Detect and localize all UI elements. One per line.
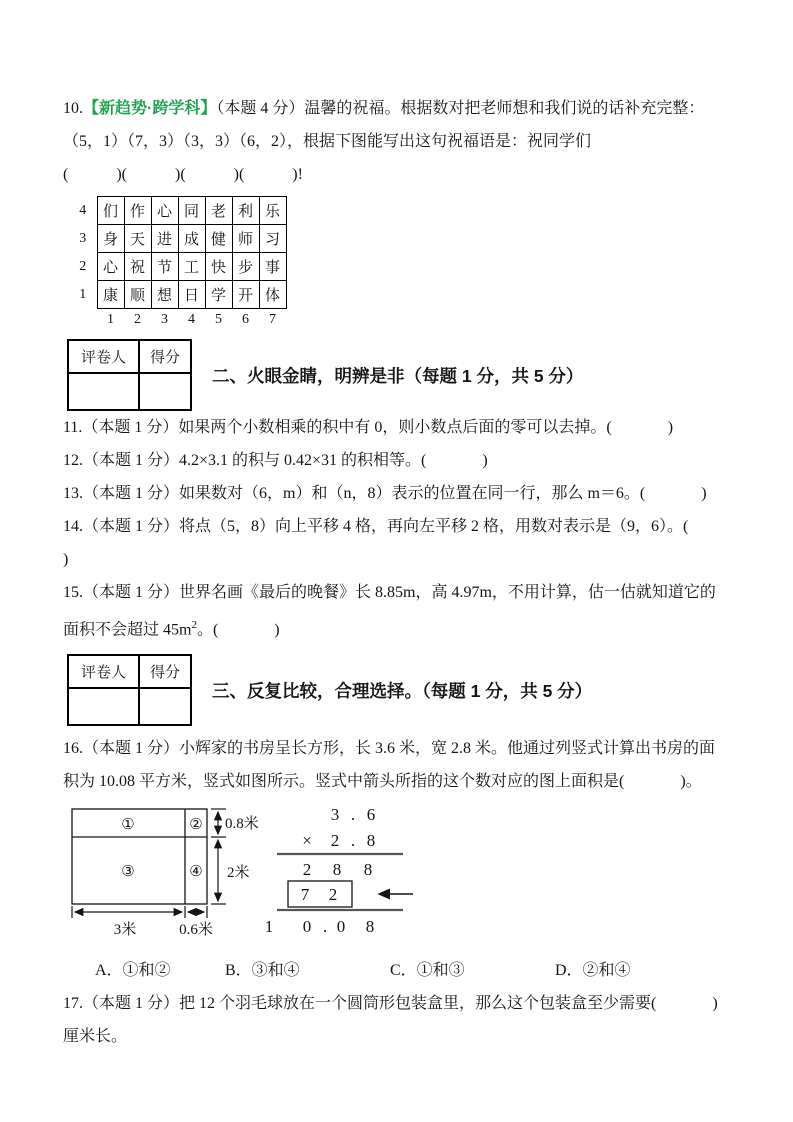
grid-cell: 利 bbox=[232, 197, 259, 225]
q16-figure bbox=[63, 800, 738, 952]
score-box-reviewer-cell bbox=[68, 373, 139, 410]
question-15-line2 bbox=[63, 609, 738, 646]
option-a: A．①和② bbox=[95, 962, 171, 980]
q15-answer-blank: 。( ) bbox=[196, 621, 280, 639]
score-box-score-cell bbox=[139, 688, 191, 725]
grid-cell: 天 bbox=[124, 225, 151, 253]
question-13: 13.（本题 1 分）如果数对（6，m）和（n，8）表示的位置在同一行，那么 m＝6。( ) bbox=[63, 485, 707, 502]
grid-cell: 康 bbox=[97, 281, 124, 309]
question-14: 14.（本题 1 分）将点（5，8）向上平移 4 格，再向左平移 2 格，用数对表示是（9，6）。( ) bbox=[63, 518, 745, 568]
question-11: 11.（本题 1 分）如果两个小数相乘的积中有 0，则小数点后面的零可以去掉。( ) bbox=[63, 419, 674, 436]
grid-cell: 心 bbox=[97, 253, 124, 281]
grid-cell: 乐 bbox=[259, 197, 286, 225]
q10-coordinate-grid bbox=[71, 196, 287, 331]
grid-col-label: 3 bbox=[161, 312, 168, 327]
dim-label-top-right: 0.8米 bbox=[225, 816, 259, 833]
grid-col-labels bbox=[71, 309, 286, 332]
grid-cell: 身 bbox=[97, 225, 124, 253]
room-outline bbox=[72, 809, 207, 904]
score-box-score-cell bbox=[139, 373, 191, 410]
region-label-2: ② bbox=[189, 817, 203, 834]
vf-product-digit: 8 bbox=[365, 917, 375, 937]
grid-cell: 学 bbox=[205, 281, 232, 309]
q16-figure-svg bbox=[63, 800, 735, 952]
vf-multiplier-digit: 8 bbox=[366, 831, 376, 851]
score-box-section3 bbox=[67, 654, 192, 726]
vf-multiplicand-digit: 3 bbox=[330, 805, 340, 825]
q10-line2: （5，1）（7，3）（3，3）（6，2），根据下图能写出这句祝福语是：祝同学们 bbox=[63, 133, 592, 150]
vf-multiply-sign: × bbox=[302, 831, 312, 851]
grid-cell: 工 bbox=[178, 253, 205, 281]
grid-col-label: 1 bbox=[107, 312, 114, 327]
grid-cell: 同 bbox=[178, 197, 205, 225]
dim-label-bottom-left: 3米 bbox=[113, 922, 137, 939]
grid-col-label: 2 bbox=[134, 312, 141, 327]
q10-trend-tag: 【新趋势·跨学科】 bbox=[83, 100, 217, 117]
question-17-line2: 厘米长。 bbox=[63, 1028, 128, 1046]
grid-cell: 作 bbox=[124, 197, 151, 225]
grid-col-label: 5 bbox=[215, 312, 222, 327]
grid-row-label: 1 bbox=[79, 286, 87, 302]
question-16-line2: 积为 10.08 平方米，竖式如图所示。竖式中箭头所指的这个数对应的图上面积是( )。 bbox=[63, 773, 702, 791]
grid-cell: 事 bbox=[259, 253, 286, 281]
option-c: C．①和③ bbox=[390, 962, 465, 980]
grid-col-label: 7 bbox=[269, 312, 276, 327]
vf-highlight-box bbox=[288, 881, 352, 907]
section-2-header bbox=[63, 339, 738, 411]
vf-partial2-digit: 2 bbox=[328, 885, 338, 905]
grid-row-1 bbox=[71, 281, 286, 309]
grid-row-2 bbox=[71, 253, 286, 281]
grid-cell: 健 bbox=[205, 225, 232, 253]
question-12: 12.（本题 1 分）4.2×3.1 的积与 0.42×31 的积相等。( ) bbox=[63, 452, 488, 469]
grid-row-label: 2 bbox=[79, 258, 87, 274]
grid-col-label: 6 bbox=[242, 312, 249, 327]
grid-cell: 师 bbox=[232, 225, 259, 253]
grid-cell: 进 bbox=[151, 225, 178, 253]
question-10 bbox=[63, 92, 738, 331]
grid-row-label: 3 bbox=[79, 230, 87, 246]
grid-row-4 bbox=[71, 197, 286, 225]
vf-partial2-digit: 7 bbox=[300, 885, 310, 905]
region-label-4: ④ bbox=[189, 864, 203, 881]
option-d: D．②和④ bbox=[555, 962, 631, 980]
region-label-1: ① bbox=[121, 817, 135, 834]
grid-row-3 bbox=[71, 225, 286, 253]
q10-line1 bbox=[63, 92, 738, 125]
dim-label-bottom-right: 0.6米 bbox=[179, 922, 213, 939]
grid-cell: 快 bbox=[205, 253, 232, 281]
grid-cell: 心 bbox=[151, 197, 178, 225]
q10-text: （本题 4 分）温馨的祝福。根据数对把老师想和我们说的话补充完整： bbox=[216, 100, 705, 117]
grid-cell: 老 bbox=[205, 197, 232, 225]
grid-cell: 节 bbox=[151, 253, 178, 281]
vf-product-digit: 0 bbox=[336, 917, 346, 937]
vf-product-digit: 1 bbox=[264, 917, 274, 937]
score-box-reviewer-cell bbox=[68, 688, 139, 725]
grid-cell: 们 bbox=[97, 197, 124, 225]
score-box-reviewer-label: 评卷人 bbox=[68, 655, 139, 688]
vf-product-digit: 0 bbox=[302, 917, 312, 937]
room-rectangle-diagram bbox=[72, 809, 207, 904]
grid-cell: 开 bbox=[232, 281, 259, 309]
vf-partial1-digit: 8 bbox=[332, 860, 342, 880]
q15-superscript: 2 bbox=[191, 619, 197, 631]
option-b: B．③和④ bbox=[225, 962, 300, 980]
section-2-heading: 二、火眼金睛，明辨是非（每题 1 分，共 5 分） bbox=[212, 365, 584, 386]
vf-multiplicand-digit: 6 bbox=[366, 805, 376, 825]
q15-text: 面积不会超过 45m bbox=[63, 621, 192, 639]
question-17-line1: 17.（本题 1 分）把 12 个羽毛球放在一个圆筒形包装盒里，那么这个包装盒至少需要( ) bbox=[63, 995, 718, 1013]
grid-cell: 日 bbox=[178, 281, 205, 309]
dim-label-right: 2米 bbox=[227, 865, 250, 882]
grid-cell: 成 bbox=[178, 225, 205, 253]
vf-multiplicand-dot: . bbox=[350, 805, 356, 825]
grid-cell: 步 bbox=[232, 253, 259, 281]
question-16-line1: 16.（本题 1 分）小辉家的书房呈长方形，长 3.6 米，宽 2.8 米。他通过列竖式计算出书房的面 bbox=[63, 740, 716, 758]
score-box-score-label: 得分 bbox=[139, 340, 191, 373]
vf-multiplier-digit: 2 bbox=[330, 831, 340, 851]
section-3-header bbox=[63, 654, 738, 726]
vf-partial1-digit: 8 bbox=[363, 860, 373, 880]
vertical-multiplication bbox=[265, 805, 413, 936]
grid-cell: 顺 bbox=[124, 281, 151, 309]
score-box-reviewer-label: 评卷人 bbox=[68, 340, 139, 373]
grid-cell: 体 bbox=[259, 281, 286, 309]
question-15-line1: 15.（本题 1 分）世界名画《最后的晚餐》长 8.85m，高 4.97m，不用计算，估一估就知道它的 bbox=[63, 584, 716, 601]
grid-cell: 习 bbox=[259, 225, 286, 253]
vf-multiplier-dot: . bbox=[350, 831, 356, 851]
dimension-lines bbox=[72, 809, 226, 918]
score-box-score-label: 得分 bbox=[139, 655, 191, 688]
vf-partial1-digit: 2 bbox=[302, 860, 312, 880]
grid-col-label: 4 bbox=[188, 312, 195, 327]
grid-cell: 想 bbox=[151, 281, 178, 309]
q16-options bbox=[95, 954, 738, 987]
vf-product-dot: . bbox=[322, 917, 328, 937]
region-label-3: ③ bbox=[121, 864, 135, 881]
section-3-heading: 三、反复比较，合理选择。（每题 1 分，共 5 分） bbox=[212, 680, 593, 701]
grid-cell: 祝 bbox=[124, 253, 151, 281]
score-box-section2 bbox=[67, 339, 192, 411]
grid-row-label: 4 bbox=[79, 202, 87, 218]
q10-answer-blanks: ( )( )( )( )! bbox=[63, 166, 303, 183]
q10-number: 10. bbox=[63, 100, 83, 117]
